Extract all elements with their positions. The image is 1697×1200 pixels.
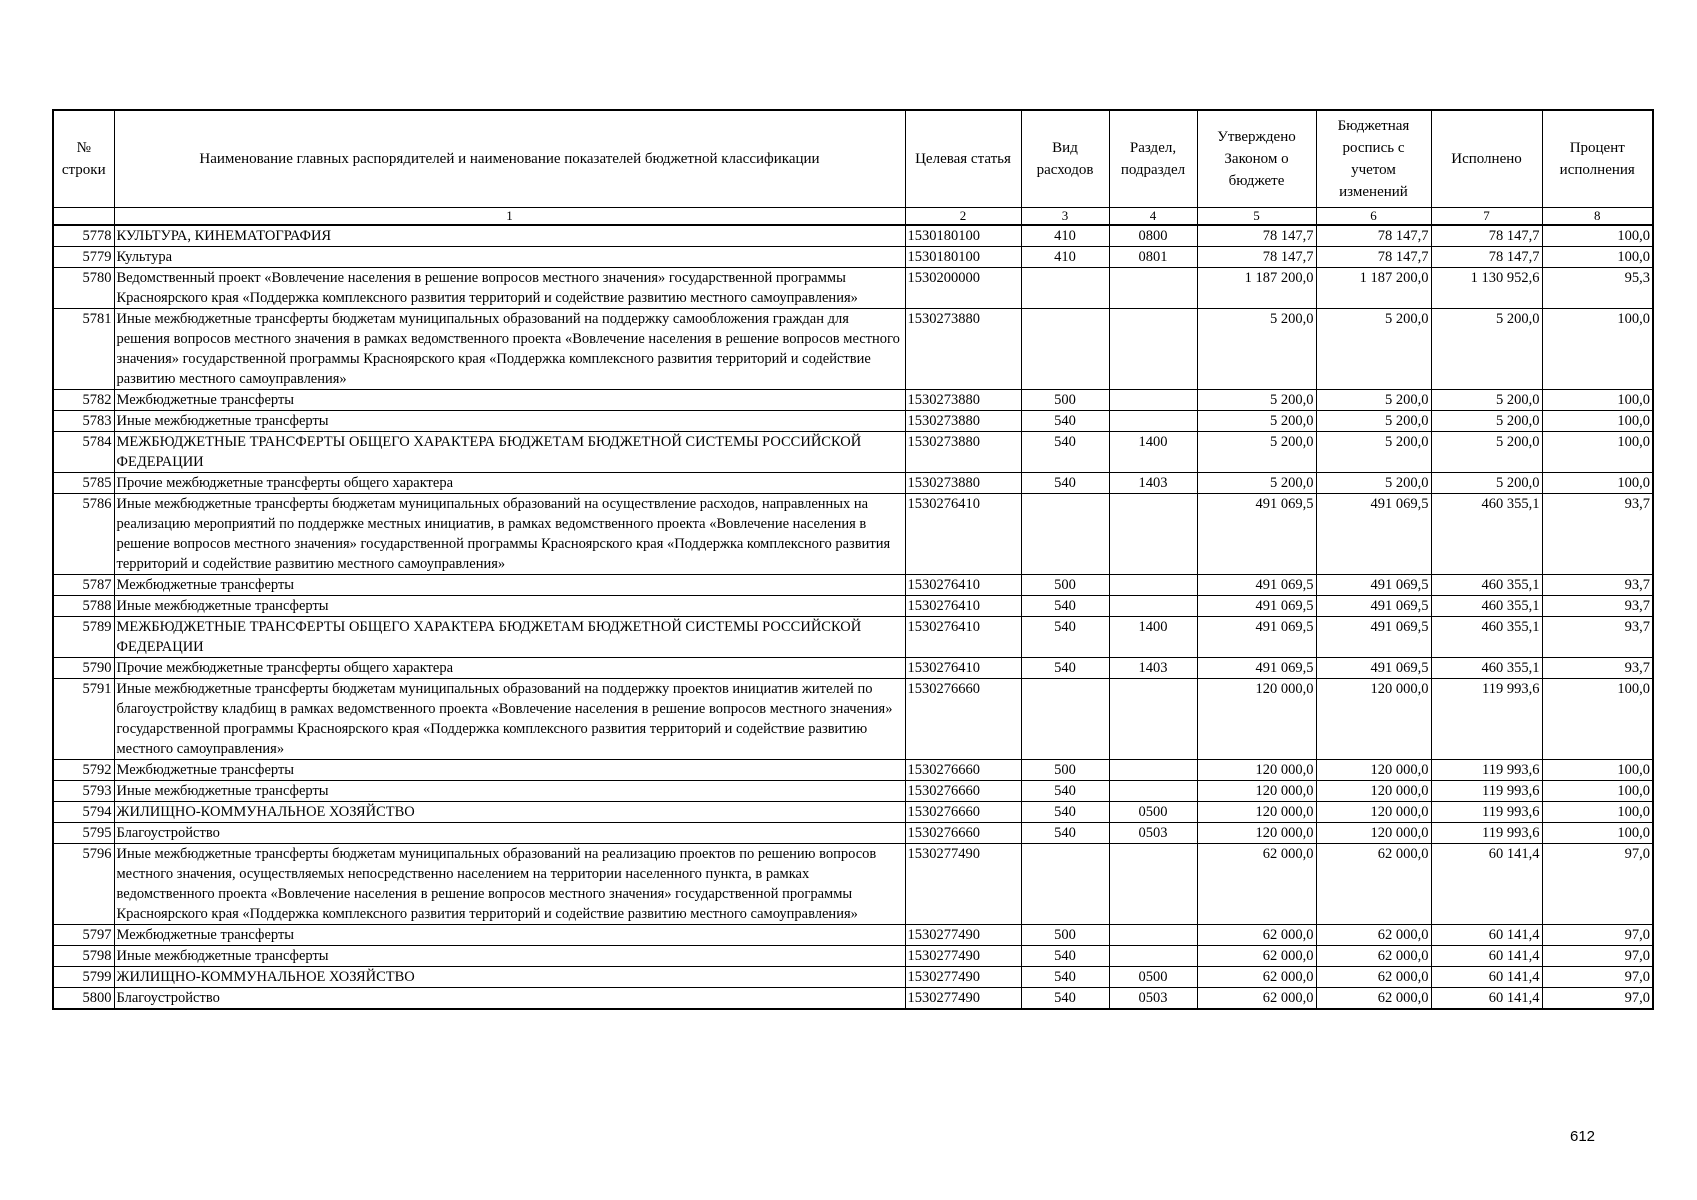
target-article-cell: 1530276410 xyxy=(905,658,1021,679)
row-number-cell: 5782 xyxy=(53,390,114,411)
header-percent: Процент исполнения xyxy=(1542,110,1653,208)
column-number: 7 xyxy=(1431,208,1542,226)
column-number: 3 xyxy=(1021,208,1109,226)
name-cell: Иные межбюджетные трансферты бюджетам муниципальных образований на реализацию проектов по решению вопросов местного значения, осуществляемых непосредственно населением на территории населенного пункта, в рамках ведомственного проекта «Вовлечение населения в решение вопросов местного значения» государственной программы Красноярского края «Поддержка комплексного развития территорий и содействие развитию местного самоуправления» xyxy=(114,844,905,925)
row-number-cell: 5792 xyxy=(53,760,114,781)
approved-cell: 5 200,0 xyxy=(1197,432,1316,473)
expense-type-cell: 410 xyxy=(1021,247,1109,268)
table-row xyxy=(53,432,1653,473)
expense-type-cell: 500 xyxy=(1021,925,1109,946)
table-row xyxy=(53,596,1653,617)
target-article-cell: 1530276410 xyxy=(905,575,1021,596)
section-cell xyxy=(1109,596,1197,617)
approved-cell: 120 000,0 xyxy=(1197,823,1316,844)
approved-cell: 491 069,5 xyxy=(1197,494,1316,575)
table-row xyxy=(53,823,1653,844)
column-number: 4 xyxy=(1109,208,1197,226)
section-cell: 0801 xyxy=(1109,247,1197,268)
executed-cell: 460 355,1 xyxy=(1431,575,1542,596)
table-row xyxy=(53,411,1653,432)
target-article-cell: 1530276410 xyxy=(905,494,1021,575)
target-article-cell: 1530180100 xyxy=(905,247,1021,268)
table-header xyxy=(53,110,1653,225)
budget-schedule-cell: 120 000,0 xyxy=(1316,802,1431,823)
executed-cell: 460 355,1 xyxy=(1431,494,1542,575)
row-number-cell: 5783 xyxy=(53,411,114,432)
executed-cell: 119 993,6 xyxy=(1431,781,1542,802)
expense-type-cell: 540 xyxy=(1021,411,1109,432)
section-cell: 0503 xyxy=(1109,988,1197,1010)
budget-schedule-cell: 5 200,0 xyxy=(1316,432,1431,473)
approved-cell: 62 000,0 xyxy=(1197,967,1316,988)
expense-type-cell xyxy=(1021,844,1109,925)
section-cell xyxy=(1109,781,1197,802)
budget-schedule-cell: 62 000,0 xyxy=(1316,844,1431,925)
section-cell xyxy=(1109,411,1197,432)
name-cell: Межбюджетные трансферты xyxy=(114,760,905,781)
section-cell: 0500 xyxy=(1109,967,1197,988)
row-number-cell: 5788 xyxy=(53,596,114,617)
percent-cell: 93,7 xyxy=(1542,658,1653,679)
percent-cell: 93,7 xyxy=(1542,596,1653,617)
budget-schedule-cell: 491 069,5 xyxy=(1316,596,1431,617)
row-number-cell: 5787 xyxy=(53,575,114,596)
section-cell: 1403 xyxy=(1109,658,1197,679)
expense-type-cell xyxy=(1021,268,1109,309)
budget-schedule-cell: 491 069,5 xyxy=(1316,617,1431,658)
executed-cell: 60 141,4 xyxy=(1431,967,1542,988)
percent-cell: 100,0 xyxy=(1542,390,1653,411)
percent-cell: 100,0 xyxy=(1542,432,1653,473)
table-row xyxy=(53,390,1653,411)
percent-cell: 93,7 xyxy=(1542,617,1653,658)
approved-cell: 62 000,0 xyxy=(1197,946,1316,967)
section-cell: 0503 xyxy=(1109,823,1197,844)
budget-schedule-cell: 120 000,0 xyxy=(1316,760,1431,781)
approved-cell: 62 000,0 xyxy=(1197,988,1316,1010)
budget-schedule-cell: 120 000,0 xyxy=(1316,823,1431,844)
section-cell xyxy=(1109,575,1197,596)
executed-cell: 1 130 952,6 xyxy=(1431,268,1542,309)
table-row xyxy=(53,988,1653,1010)
table-row xyxy=(53,844,1653,925)
expense-type-cell xyxy=(1021,679,1109,760)
expense-type-cell: 540 xyxy=(1021,988,1109,1010)
name-cell: ЖИЛИЩНО-КОММУНАЛЬНОЕ ХОЗЯЙСТВО xyxy=(114,802,905,823)
percent-cell: 100,0 xyxy=(1542,679,1653,760)
row-number-cell: 5790 xyxy=(53,658,114,679)
row-number-cell: 5800 xyxy=(53,988,114,1010)
target-article-cell: 1530276410 xyxy=(905,617,1021,658)
approved-cell: 120 000,0 xyxy=(1197,781,1316,802)
header-expense-type: Вид расходов xyxy=(1021,110,1109,208)
name-cell: МЕЖБЮДЖЕТНЫЕ ТРАНСФЕРТЫ ОБЩЕГО ХАРАКТЕРА БЮДЖЕТАМ БЮДЖЕТНОЙ СИСТЕМЫ РОССИЙСКОЙ ФЕДЕРАЦИИ xyxy=(114,617,905,658)
section-cell: 0500 xyxy=(1109,802,1197,823)
table-row xyxy=(53,658,1653,679)
approved-cell: 491 069,5 xyxy=(1197,575,1316,596)
executed-cell: 5 200,0 xyxy=(1431,309,1542,390)
name-cell: Прочие межбюджетные трансферты общего характера xyxy=(114,473,905,494)
budget-schedule-cell: 120 000,0 xyxy=(1316,679,1431,760)
budget-schedule-cell: 491 069,5 xyxy=(1316,494,1431,575)
table-row xyxy=(53,494,1653,575)
executed-cell: 460 355,1 xyxy=(1431,596,1542,617)
percent-cell: 100,0 xyxy=(1542,247,1653,268)
percent-cell: 95,3 xyxy=(1542,268,1653,309)
percent-cell: 100,0 xyxy=(1542,411,1653,432)
table-row xyxy=(53,679,1653,760)
header-row-number: № строки xyxy=(53,110,114,208)
name-cell: Культура xyxy=(114,247,905,268)
target-article-cell: 1530273880 xyxy=(905,473,1021,494)
table-row xyxy=(53,946,1653,967)
expense-type-cell: 540 xyxy=(1021,802,1109,823)
expense-type-cell xyxy=(1021,494,1109,575)
table-row xyxy=(53,309,1653,390)
page-number: 612 xyxy=(1570,1128,1596,1145)
row-number-cell: 5791 xyxy=(53,679,114,760)
header-name: Наименование главных распорядителей и наименование показателей бюджетной классификации xyxy=(114,110,905,208)
target-article-cell: 1530276660 xyxy=(905,679,1021,760)
expense-type-cell: 500 xyxy=(1021,390,1109,411)
table-row xyxy=(53,781,1653,802)
column-number: 1 xyxy=(114,208,905,226)
budget-schedule-cell: 1 187 200,0 xyxy=(1316,268,1431,309)
column-number: 8 xyxy=(1542,208,1653,226)
section-cell xyxy=(1109,844,1197,925)
executed-cell: 5 200,0 xyxy=(1431,411,1542,432)
executed-cell: 119 993,6 xyxy=(1431,679,1542,760)
target-article-cell: 1530276660 xyxy=(905,823,1021,844)
approved-cell: 5 200,0 xyxy=(1197,473,1316,494)
percent-cell: 97,0 xyxy=(1542,967,1653,988)
percent-cell: 93,7 xyxy=(1542,575,1653,596)
budget-execution-table xyxy=(52,109,1654,1010)
row-number-cell: 5794 xyxy=(53,802,114,823)
row-number-cell: 5789 xyxy=(53,617,114,658)
row-number-cell: 5799 xyxy=(53,967,114,988)
row-number-cell: 5781 xyxy=(53,309,114,390)
target-article-cell: 1530277490 xyxy=(905,946,1021,967)
column-number xyxy=(53,208,114,226)
target-article-cell: 1530277490 xyxy=(905,967,1021,988)
table-row xyxy=(53,925,1653,946)
target-article-cell: 1530180100 xyxy=(905,225,1021,247)
executed-cell: 78 147,7 xyxy=(1431,225,1542,247)
expense-type-cell: 540 xyxy=(1021,967,1109,988)
target-article-cell: 1530277490 xyxy=(905,988,1021,1010)
budget-schedule-cell: 78 147,7 xyxy=(1316,247,1431,268)
table-row xyxy=(53,225,1653,247)
executed-cell: 119 993,6 xyxy=(1431,823,1542,844)
name-cell: Межбюджетные трансферты xyxy=(114,390,905,411)
budget-schedule-cell: 491 069,5 xyxy=(1316,575,1431,596)
approved-cell: 491 069,5 xyxy=(1197,596,1316,617)
section-cell: 1400 xyxy=(1109,617,1197,658)
name-cell: Прочие межбюджетные трансферты общего характера xyxy=(114,658,905,679)
expense-type-cell: 540 xyxy=(1021,432,1109,473)
approved-cell: 5 200,0 xyxy=(1197,390,1316,411)
row-number-cell: 5793 xyxy=(53,781,114,802)
budget-schedule-cell: 62 000,0 xyxy=(1316,988,1431,1010)
row-number-cell: 5780 xyxy=(53,268,114,309)
percent-cell: 97,0 xyxy=(1542,844,1653,925)
row-number-cell: 5798 xyxy=(53,946,114,967)
target-article-cell: 1530276660 xyxy=(905,781,1021,802)
section-cell xyxy=(1109,679,1197,760)
name-cell: ЖИЛИЩНО-КОММУНАЛЬНОЕ ХОЗЯЙСТВО xyxy=(114,967,905,988)
expense-type-cell: 540 xyxy=(1021,596,1109,617)
approved-cell: 120 000,0 xyxy=(1197,760,1316,781)
percent-cell: 100,0 xyxy=(1542,823,1653,844)
column-number-row xyxy=(53,208,1653,226)
budget-schedule-cell: 5 200,0 xyxy=(1316,411,1431,432)
name-cell: Иные межбюджетные трансферты xyxy=(114,781,905,802)
name-cell: Иные межбюджетные трансферты бюджетам муниципальных образований на поддержку самообложения граждан для решения вопросов местного значения в рамках ведомственного проекта «Вовлечение населения в решение вопросов местного значения» государственной программы Красноярского края «Поддержка комплексного развития территорий и содействие развитию местного самоуправления» xyxy=(114,309,905,390)
executed-cell: 60 141,4 xyxy=(1431,946,1542,967)
budget-schedule-cell: 5 200,0 xyxy=(1316,473,1431,494)
executed-cell: 78 147,7 xyxy=(1431,247,1542,268)
expense-type-cell: 540 xyxy=(1021,781,1109,802)
target-article-cell: 1530277490 xyxy=(905,925,1021,946)
section-cell xyxy=(1109,390,1197,411)
approved-cell: 78 147,7 xyxy=(1197,225,1316,247)
percent-cell: 100,0 xyxy=(1542,781,1653,802)
name-cell: Межбюджетные трансферты xyxy=(114,925,905,946)
section-cell: 1403 xyxy=(1109,473,1197,494)
section-cell xyxy=(1109,268,1197,309)
budget-schedule-cell: 62 000,0 xyxy=(1316,925,1431,946)
target-article-cell: 1530273880 xyxy=(905,411,1021,432)
section-cell xyxy=(1109,946,1197,967)
table-row xyxy=(53,617,1653,658)
target-article-cell: 1530276410 xyxy=(905,596,1021,617)
executed-cell: 60 141,4 xyxy=(1431,844,1542,925)
expense-type-cell: 500 xyxy=(1021,760,1109,781)
table-row xyxy=(53,967,1653,988)
name-cell: Иные межбюджетные трансферты бюджетам муниципальных образований на осуществление расходов, направленных на реализацию мероприятий по поддержке местных инициатив, в рамках ведомственного проекта «Вовлечение населения в решение вопросов местного значения» государственной программы Красноярского края «Поддержка комплексного развития территорий и содействие развитию местного самоуправления» xyxy=(114,494,905,575)
expense-type-cell xyxy=(1021,309,1109,390)
row-number-cell: 5785 xyxy=(53,473,114,494)
expense-type-cell: 540 xyxy=(1021,473,1109,494)
budget-schedule-cell: 62 000,0 xyxy=(1316,946,1431,967)
table-row xyxy=(53,760,1653,781)
approved-cell: 62 000,0 xyxy=(1197,844,1316,925)
table-row xyxy=(53,575,1653,596)
section-cell xyxy=(1109,494,1197,575)
section-cell xyxy=(1109,309,1197,390)
table-row xyxy=(53,473,1653,494)
expense-type-cell: 540 xyxy=(1021,946,1109,967)
percent-cell: 100,0 xyxy=(1542,760,1653,781)
approved-cell: 1 187 200,0 xyxy=(1197,268,1316,309)
budget-schedule-cell: 5 200,0 xyxy=(1316,390,1431,411)
table-row xyxy=(53,247,1653,268)
approved-cell: 120 000,0 xyxy=(1197,802,1316,823)
executed-cell: 60 141,4 xyxy=(1431,988,1542,1010)
percent-cell: 100,0 xyxy=(1542,225,1653,247)
section-cell xyxy=(1109,925,1197,946)
percent-cell: 100,0 xyxy=(1542,309,1653,390)
section-cell xyxy=(1109,760,1197,781)
expense-type-cell: 500 xyxy=(1021,575,1109,596)
budget-schedule-cell: 5 200,0 xyxy=(1316,309,1431,390)
target-article-cell: 1530276660 xyxy=(905,802,1021,823)
approved-cell: 78 147,7 xyxy=(1197,247,1316,268)
section-cell: 0800 xyxy=(1109,225,1197,247)
table-row xyxy=(53,268,1653,309)
row-number-cell: 5797 xyxy=(53,925,114,946)
budget-schedule-cell: 491 069,5 xyxy=(1316,658,1431,679)
executed-cell: 60 141,4 xyxy=(1431,925,1542,946)
executed-cell: 119 993,6 xyxy=(1431,802,1542,823)
approved-cell: 5 200,0 xyxy=(1197,411,1316,432)
row-number-cell: 5779 xyxy=(53,247,114,268)
expense-type-cell: 540 xyxy=(1021,658,1109,679)
budget-schedule-cell: 120 000,0 xyxy=(1316,781,1431,802)
name-cell: Иные межбюджетные трансферты xyxy=(114,946,905,967)
header-executed: Исполнено xyxy=(1431,110,1542,208)
executed-cell: 119 993,6 xyxy=(1431,760,1542,781)
target-article-cell: 1530276660 xyxy=(905,760,1021,781)
name-cell: Иные межбюджетные трансферты xyxy=(114,596,905,617)
column-header-row xyxy=(53,110,1653,208)
target-article-cell: 1530277490 xyxy=(905,844,1021,925)
executed-cell: 460 355,1 xyxy=(1431,617,1542,658)
name-cell: Иные межбюджетные трансферты бюджетам муниципальных образований на поддержку проектов инициатив жителей по благоустройству кладбищ в рамках ведомственного проекта «Вовлечение населения в решение вопросов местного значения» государственной программы Красноярского края «Поддержка комплексного развития территорий и содействие развитию местного самоуправления» xyxy=(114,679,905,760)
name-cell: Межбюджетные трансферты xyxy=(114,575,905,596)
row-number-cell: 5784 xyxy=(53,432,114,473)
target-article-cell: 1530273880 xyxy=(905,432,1021,473)
column-number: 6 xyxy=(1316,208,1431,226)
name-cell: МЕЖБЮДЖЕТНЫЕ ТРАНСФЕРТЫ ОБЩЕГО ХАРАКТЕРА БЮДЖЕТАМ БЮДЖЕТНОЙ СИСТЕМЫ РОССИЙСКОЙ ФЕДЕРАЦИИ xyxy=(114,432,905,473)
percent-cell: 100,0 xyxy=(1542,473,1653,494)
percent-cell: 97,0 xyxy=(1542,988,1653,1010)
header-section: Раздел, подраздел xyxy=(1109,110,1197,208)
executed-cell: 5 200,0 xyxy=(1431,432,1542,473)
approved-cell: 120 000,0 xyxy=(1197,679,1316,760)
executed-cell: 5 200,0 xyxy=(1431,390,1542,411)
executed-cell: 460 355,1 xyxy=(1431,658,1542,679)
column-number: 2 xyxy=(905,208,1021,226)
target-article-cell: 1530273880 xyxy=(905,309,1021,390)
approved-cell: 491 069,5 xyxy=(1197,617,1316,658)
table-body xyxy=(53,225,1653,1009)
percent-cell: 93,7 xyxy=(1542,494,1653,575)
header-target-article: Целевая статья xyxy=(905,110,1021,208)
target-article-cell: 1530200000 xyxy=(905,268,1021,309)
name-cell: Иные межбюджетные трансферты xyxy=(114,411,905,432)
budget-schedule-cell: 78 147,7 xyxy=(1316,225,1431,247)
name-cell: Благоустройство xyxy=(114,988,905,1010)
header-budget-schedule: Бюджетная роспись с учетом изменений xyxy=(1316,110,1431,208)
percent-cell: 97,0 xyxy=(1542,946,1653,967)
target-article-cell: 1530273880 xyxy=(905,390,1021,411)
row-number-cell: 5778 xyxy=(53,225,114,247)
approved-cell: 491 069,5 xyxy=(1197,658,1316,679)
section-cell: 1400 xyxy=(1109,432,1197,473)
row-number-cell: 5795 xyxy=(53,823,114,844)
approved-cell: 62 000,0 xyxy=(1197,925,1316,946)
table-row xyxy=(53,802,1653,823)
column-number: 5 xyxy=(1197,208,1316,226)
row-number-cell: 5796 xyxy=(53,844,114,925)
row-number-cell: 5786 xyxy=(53,494,114,575)
budget-schedule-cell: 62 000,0 xyxy=(1316,967,1431,988)
header-approved: Утверждено Законом о бюджете xyxy=(1197,110,1316,208)
name-cell: Ведомственный проект «Вовлечение населения в решение вопросов местного значения» государственной программы Красноярского края «Поддержка комплексного развития территорий и содействие развитию местного самоуправления» xyxy=(114,268,905,309)
approved-cell: 5 200,0 xyxy=(1197,309,1316,390)
name-cell: Благоустройство xyxy=(114,823,905,844)
expense-type-cell: 410 xyxy=(1021,225,1109,247)
expense-type-cell: 540 xyxy=(1021,823,1109,844)
executed-cell: 5 200,0 xyxy=(1431,473,1542,494)
percent-cell: 97,0 xyxy=(1542,925,1653,946)
name-cell: КУЛЬТУРА, КИНЕМАТОГРАФИЯ xyxy=(114,225,905,247)
expense-type-cell: 540 xyxy=(1021,617,1109,658)
percent-cell: 100,0 xyxy=(1542,802,1653,823)
